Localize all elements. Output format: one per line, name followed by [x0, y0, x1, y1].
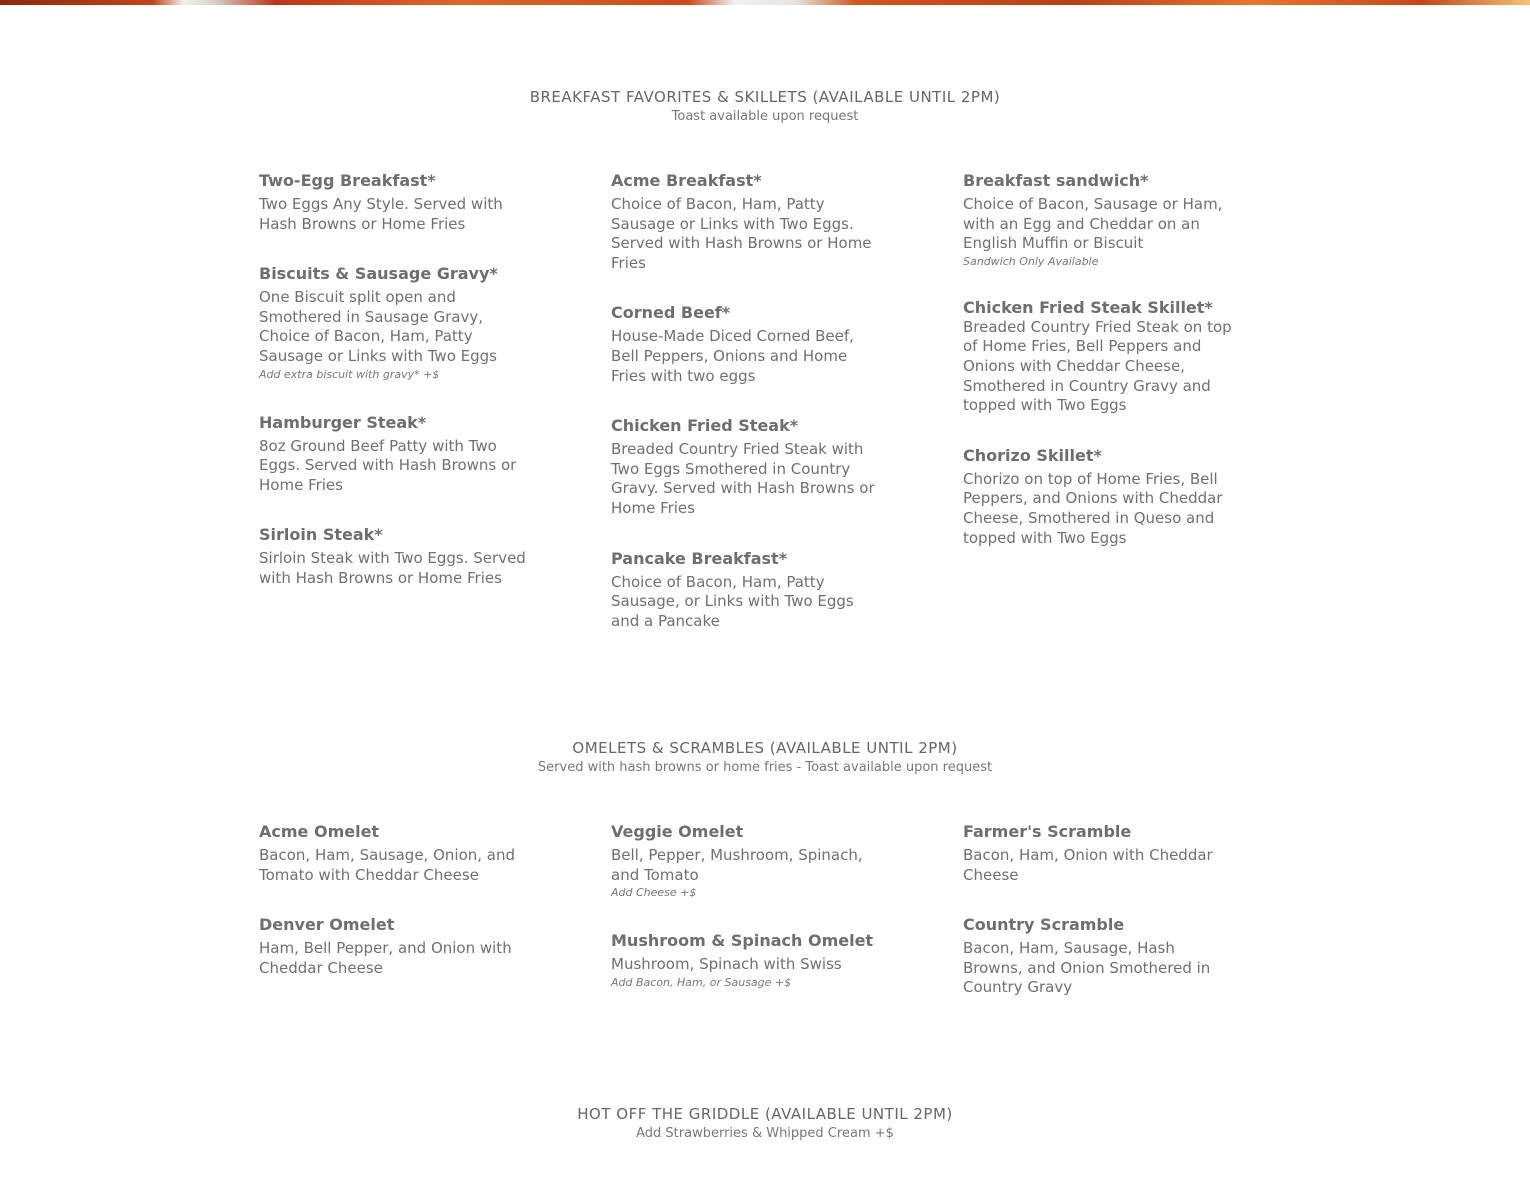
item-note: Add Cheese +$	[611, 886, 697, 900]
menu-item	[611, 549, 881, 632]
item-description: Choice of Bacon, Ham, Patty Sausage, or Links with Two Eggs and a Pancake	[611, 572, 854, 630]
item-description: Breaded Country Fried Steak on top of Home Fries, Bell Peppers and Onions with Cheddar Cheese, Smothered in Country Gravy and topped with Two Eggs	[963, 317, 1232, 415]
section-subtitle: Add Strawberries & Whipped Cream +$	[636, 1126, 894, 1141]
item-name: Pancake Breakfast*	[611, 548, 788, 568]
menu-item	[963, 298, 1233, 416]
menu-item	[259, 413, 529, 496]
section-header	[0, 87, 1530, 127]
item-description: Bell, Pepper, Mushroom, Spinach, and Tomato	[611, 846, 863, 884]
item-name: Two-Egg Breakfast*	[259, 171, 436, 190]
item-name: Acme Omelet	[259, 822, 380, 841]
menu-item	[963, 446, 1233, 548]
menu-column	[259, 171, 529, 589]
item-name: Corned Beef*	[611, 303, 731, 323]
item-description: Breaded Country Fried Steak with Two Eggs Smothered in Country Gravy. Served with Hash Browns or Home Fries	[611, 440, 875, 517]
item-description: Sirloin Steak with Two Eggs. Served with Hash Browns or Home Fries	[259, 549, 526, 587]
section-header	[0, 738, 1530, 778]
section-subtitle: Served with hash browns or home fries - Toast available upon request	[537, 760, 993, 775]
item-description: Ham, Bell Pepper, and Onion with Cheddar Cheese	[259, 939, 512, 977]
item-name: Chicken Fried Steak*	[611, 416, 799, 436]
item-description: Mushroom, Spinach with Swiss	[611, 955, 842, 974]
section-subtitle: Toast available upon request	[671, 109, 859, 124]
menu-item	[259, 525, 529, 588]
item-name: Chorizo Skillet*	[963, 445, 1102, 465]
menu-column	[963, 822, 1233, 998]
item-description: Chorizo on top of Home Fries, Bell Peppers, and Onions with Cheddar Cheese, Smothered in Queso and topped with Two Eggs	[963, 469, 1223, 547]
item-description: Choice of Bacon, Ham, Patty Sausage or Links with Two Eggs. Served with Hash Browns or Home Fries	[611, 195, 872, 272]
section-title: HOT OFF THE GRIDDLE (AVAILABLE UNTIL 2PM)	[577, 1105, 953, 1123]
menu-item	[963, 171, 1233, 270]
hero-image-strip	[0, 0, 1530, 5]
section-title: BREAKFAST FAVORITES & SKILLETS (AVAILABLE UNTIL 2PM)	[529, 88, 1001, 106]
item-description: Two Eggs Any Style. Served with Hash Browns or Home Fries	[259, 195, 503, 233]
menu-item	[611, 416, 881, 518]
item-description: 8oz Ground Beef Patty with Two Eggs. Served with Hash Browns or Home Fries	[259, 436, 517, 494]
section-title: OMELETS & SCRAMBLES (AVAILABLE UNTIL 2PM)	[572, 739, 958, 757]
menu-item	[611, 931, 881, 991]
item-name: Denver Omelet	[259, 915, 395, 935]
item-name: Chicken Fried Steak Skillet*	[963, 297, 1213, 317]
item-description: House-Made Diced Corned Beef, Bell Peppers, Onions and Home Fries with two eggs	[611, 327, 854, 385]
item-name: Veggie Omelet	[611, 822, 744, 841]
section-header	[0, 1104, 1530, 1144]
item-name: Sirloin Steak*	[259, 525, 383, 545]
item-name: Farmer's Scramble	[963, 822, 1132, 841]
menu-item	[259, 264, 529, 382]
item-name: Mushroom & Spinach Omelet	[611, 931, 874, 951]
menu-item	[611, 171, 881, 273]
menu-item	[259, 822, 529, 885]
menu-item	[963, 915, 1233, 998]
menu-item	[611, 822, 881, 901]
item-name: Acme Breakfast*	[611, 171, 762, 190]
menu-column	[259, 822, 529, 978]
item-note: Sandwich Only Available	[963, 254, 1099, 268]
item-description: Choice of Bacon, Sausage or Ham, with an Egg and Cheddar on an English Muffin or Biscuit	[963, 195, 1223, 253]
item-description: One Biscuit split open and Smothered in Sausage Gravy, Choice of Bacon, Ham, Patty Sausage or Links with Two Eggs	[259, 288, 497, 365]
item-note: Add extra biscuit with gravy* +$	[259, 367, 440, 381]
item-name: Biscuits & Sausage Gravy*	[259, 264, 498, 284]
menu-item	[259, 171, 529, 234]
menu-column	[611, 171, 881, 631]
item-name: Hamburger Steak*	[259, 412, 427, 432]
menu-section-breakfast	[0, 87, 1530, 630]
item-description: Bacon, Ham, Sausage, Hash Browns, and Onion Smothered in Country Gravy	[963, 939, 1211, 997]
item-description: Bacon, Ham, Sausage, Onion, and Tomato with Cheddar Cheese	[259, 846, 516, 884]
menu-column	[611, 822, 881, 991]
menu-item	[611, 303, 881, 386]
menu-section-griddle	[0, 1104, 1530, 1144]
menu-section-omelets	[0, 738, 1530, 997]
menu-item	[259, 915, 529, 978]
menu-column	[963, 171, 1233, 548]
item-name: Breakfast sandwich*	[963, 171, 1149, 190]
item-description: Bacon, Ham, Onion with Cheddar Cheese	[963, 846, 1213, 884]
menu-item	[963, 822, 1233, 885]
item-name: Country Scramble	[963, 915, 1125, 935]
item-note: Add Bacon, Ham, or Sausage +$	[611, 975, 792, 989]
